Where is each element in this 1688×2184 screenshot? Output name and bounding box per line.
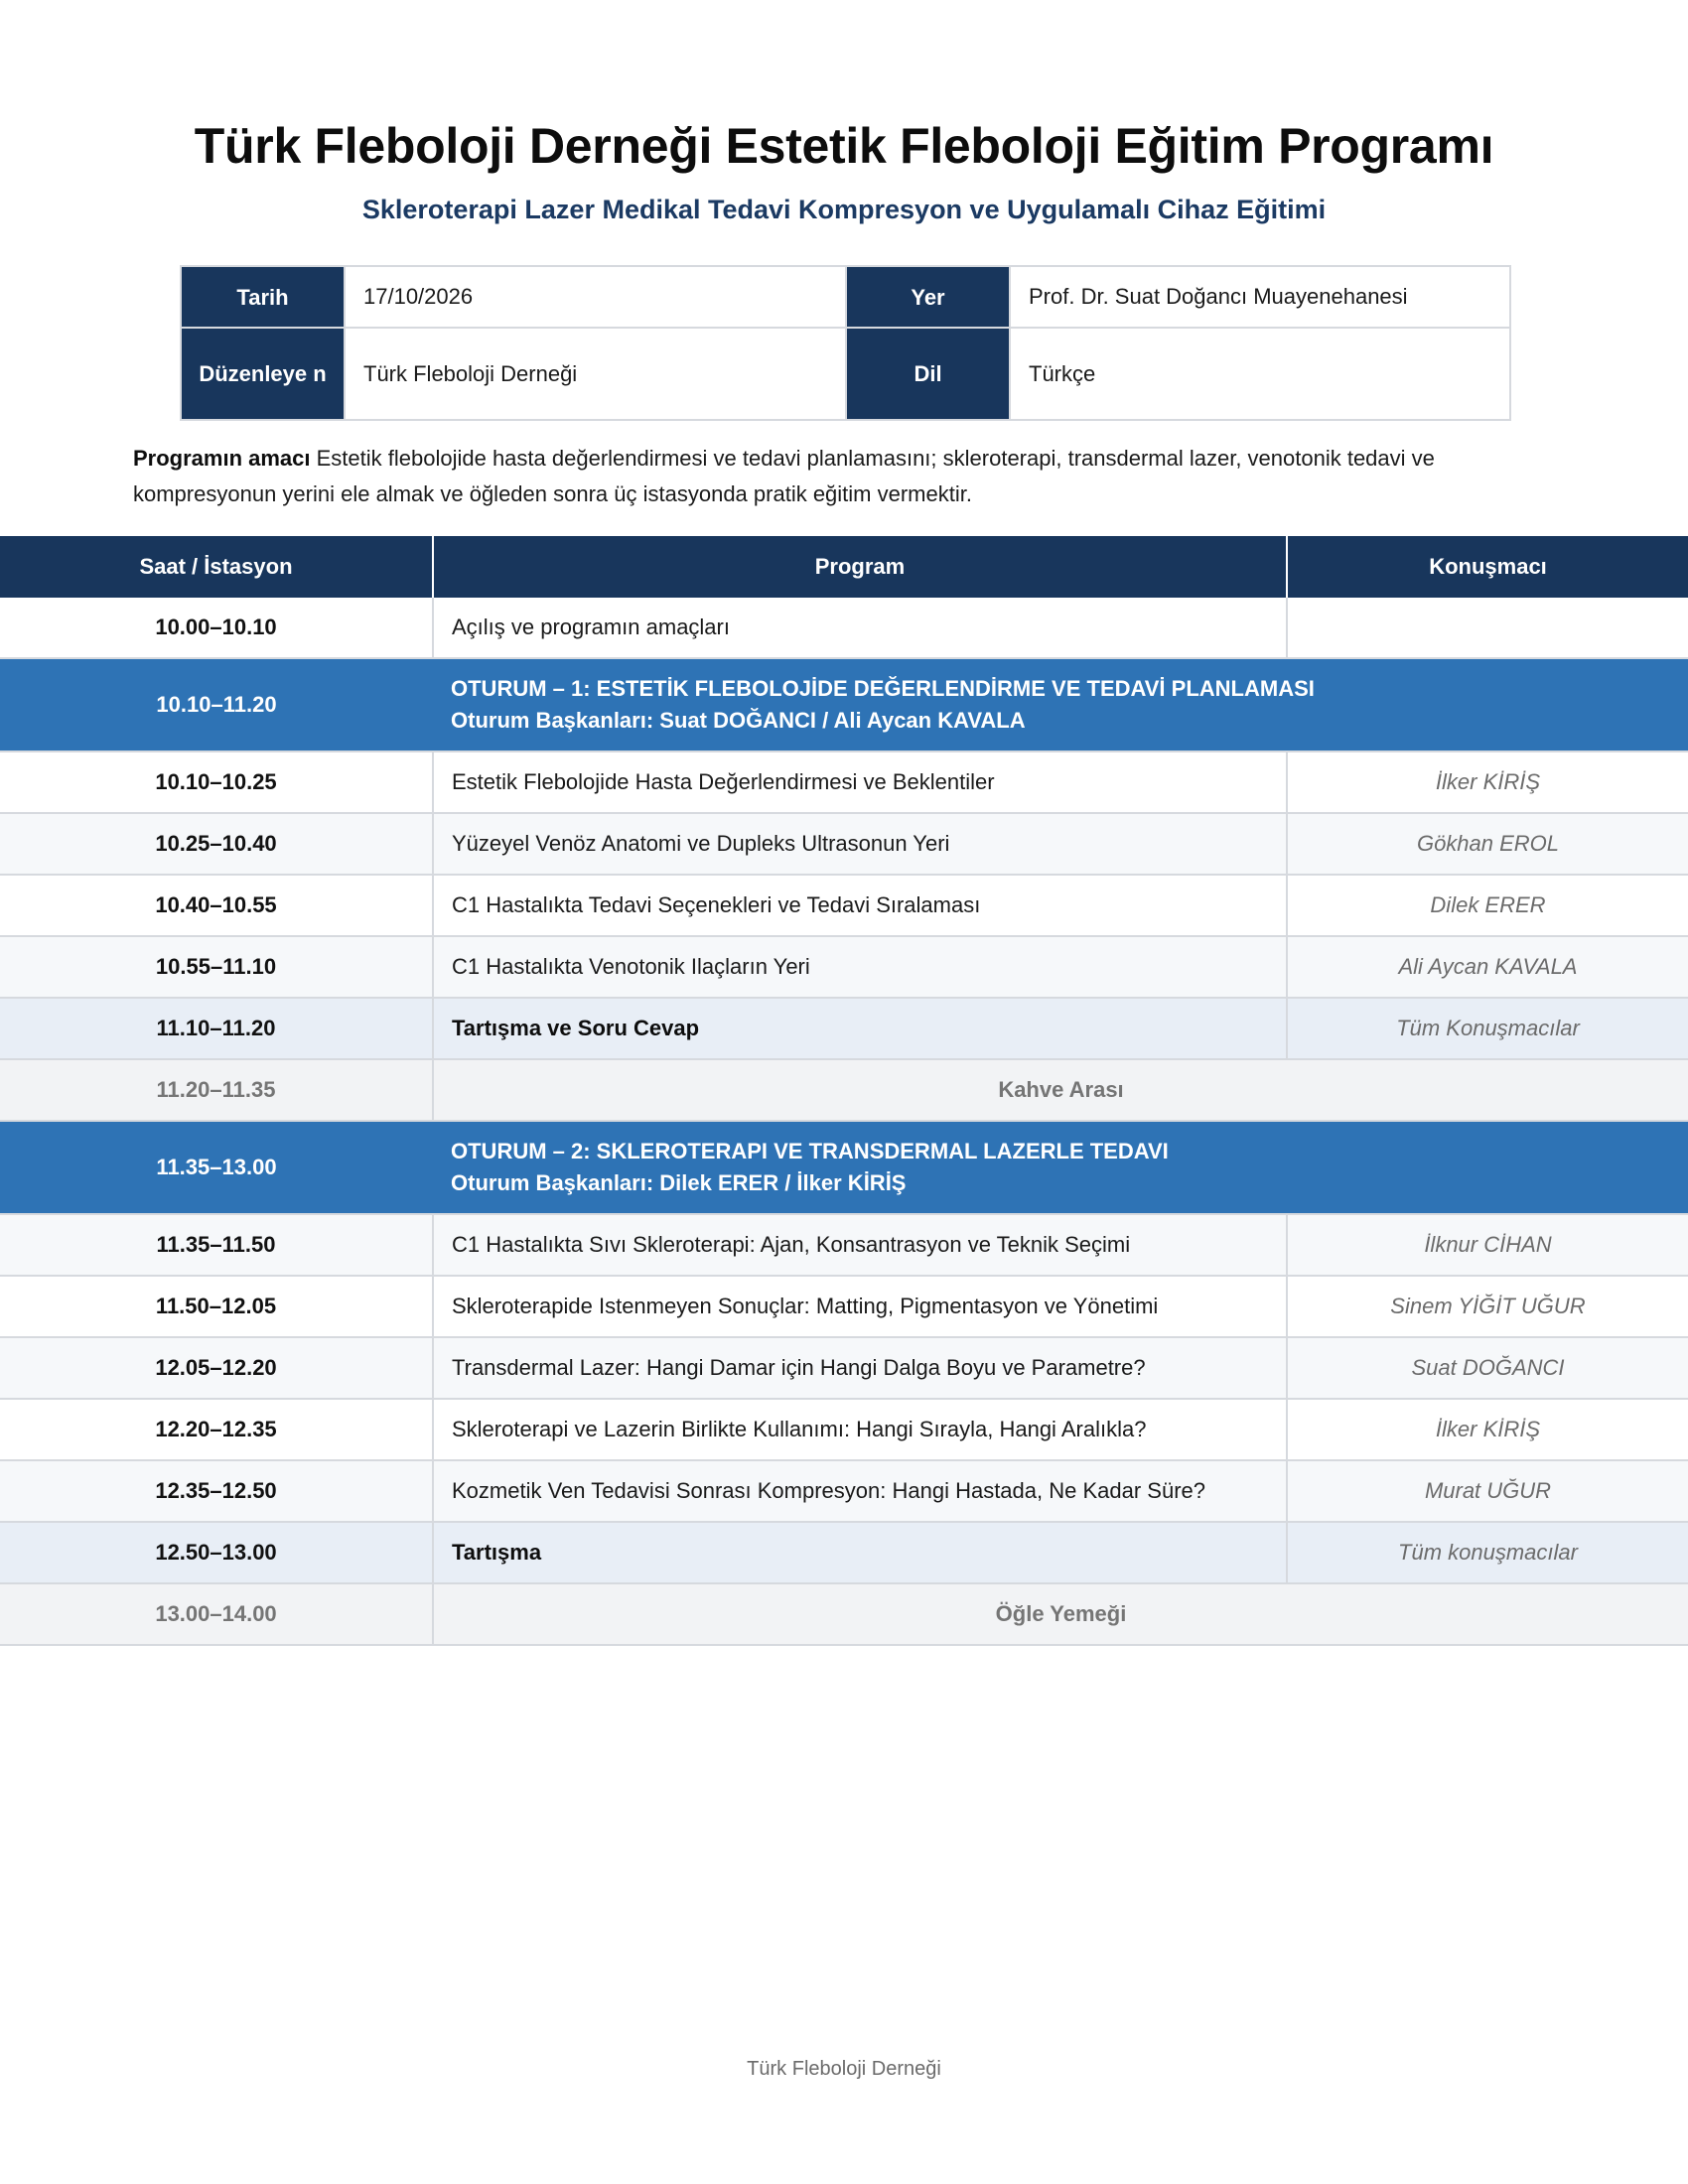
break-row [0, 1583, 1688, 1645]
session-chairs: Oturum Başkanları: Suat DOĞANCI / Ali Aycan KAVALA [451, 708, 1026, 733]
table-row [0, 751, 1688, 813]
program-aim [133, 441, 1563, 512]
row-time: 12.50–13.00 [0, 1522, 433, 1583]
session-chairs: Oturum Başkanları: Dilek ERER / İlker KİRİŞ [451, 1170, 907, 1195]
row-speaker [1287, 598, 1688, 658]
table-row [0, 598, 1688, 658]
row-speaker: Suat DOĞANCI [1287, 1337, 1688, 1399]
program-aim-label: Programın amacı [133, 446, 311, 471]
col-header-program: Program [433, 536, 1287, 598]
date-value: 17/10/2026 [345, 266, 846, 328]
col-header-speaker: Konuşmacı [1287, 536, 1688, 598]
row-speaker: Dilek ERER [1287, 875, 1688, 936]
row-speaker: Gökhan EROL [1287, 813, 1688, 875]
info-row-date-place [181, 266, 1510, 328]
row-speaker: Tüm Konuşmacılar [1287, 998, 1688, 1059]
discussion-row [0, 1522, 1688, 1583]
row-speaker: Murat UĞUR [1287, 1460, 1688, 1522]
footer-text: Türk Fleboloji Derneği [747, 2058, 941, 2080]
break-time: 11.20–11.35 [0, 1059, 433, 1121]
session-info [433, 1121, 1688, 1214]
program-aim-text: Estetik flebolojide hasta değerlendirmesi ve tedavi planlamasını; skleroterapi, transdermal lazer, venotonik tedavi ve kompresyonun yerini ele almak ve öğleden sonra üç istasyonda pratik eğitim vermektir. [133, 446, 1435, 506]
session-title: OTURUM – 1: ESTETİK FLEBOLOJİDE DEĞERLENDİRME VE TEDAVİ PLANLAMASI [451, 676, 1315, 701]
table-row [0, 1399, 1688, 1460]
page-title: Türk Fleboloji Derneği Estetik Fleboloji Eğitim Programı [194, 118, 1494, 174]
break-row [0, 1059, 1688, 1121]
table-row [0, 1276, 1688, 1337]
program-table-body [0, 598, 1688, 1645]
session-row [0, 658, 1688, 751]
row-topic: C1 Hastalıkta Sıvı Skleroterapi: Ajan, Konsantrasyon ve Teknik Seçimi [433, 1214, 1287, 1276]
place-label: Yer [846, 266, 1010, 328]
session-row [0, 1121, 1688, 1214]
row-speaker: İlker KİRİŞ [1287, 1399, 1688, 1460]
discussion-row [0, 998, 1688, 1059]
row-time: 10.55–11.10 [0, 936, 433, 998]
row-time: 10.10–10.25 [0, 751, 433, 813]
row-time: 12.35–12.50 [0, 1460, 433, 1522]
col-header-time: Saat / İstasyon [0, 536, 433, 598]
session-time: 11.35–13.00 [0, 1121, 433, 1214]
row-speaker: Sinem YİĞİT UĞUR [1287, 1276, 1688, 1337]
session-title: OTURUM – 2: SKLEROTERAPI VE TRANSDERMAL LAZERLE TEDAVI [451, 1139, 1169, 1163]
row-topic: Estetik Flebolojide Hasta Değerlendirmesi ve Beklentiler [433, 751, 1287, 813]
row-time: 11.35–11.50 [0, 1214, 433, 1276]
row-speaker: İlker KİRİŞ [1287, 751, 1688, 813]
row-time: 10.25–10.40 [0, 813, 433, 875]
row-speaker: Tüm konuşmacılar [1287, 1522, 1688, 1583]
row-topic: Skleroterapi ve Lazerin Birlikte Kullanımı: Hangi Sırayla, Hangi Aralıkla? [433, 1399, 1287, 1460]
break-label: Öğle Yemeği [433, 1583, 1688, 1645]
table-row [0, 1337, 1688, 1399]
table-row [0, 875, 1688, 936]
organizer-label-text: Düzenleye n [199, 361, 327, 386]
row-topic: Açılış ve programın amaçları [433, 598, 1287, 658]
info-row-organizer-language [181, 328, 1510, 420]
break-time: 13.00–14.00 [0, 1583, 433, 1645]
table-row [0, 813, 1688, 875]
row-speaker: Ali Aycan KAVALA [1287, 936, 1688, 998]
row-time: 12.05–12.20 [0, 1337, 433, 1399]
program-table [0, 536, 1688, 1646]
table-row [0, 1460, 1688, 1522]
row-time: 10.00–10.10 [0, 598, 433, 658]
date-label: Tarih [181, 266, 345, 328]
program-table-header [0, 536, 1688, 598]
table-row [0, 936, 1688, 998]
row-time: 11.50–12.05 [0, 1276, 433, 1337]
row-topic: C1 Hastalıkta Tedavi Seçenekleri ve Tedavi Sıralaması [433, 875, 1287, 936]
session-info [433, 658, 1688, 751]
row-topic: C1 Hastalıkta Venotonik Ilaçların Yeri [433, 936, 1287, 998]
language-label: Dil [846, 328, 1010, 420]
row-speaker: İlknur CİHAN [1287, 1214, 1688, 1276]
organizer-value: Türk Fleboloji Derneği [345, 328, 846, 420]
row-time: 11.10–11.20 [0, 998, 433, 1059]
table-row [0, 1214, 1688, 1276]
session-time: 10.10–11.20 [0, 658, 433, 751]
organizer-label [181, 328, 345, 420]
row-topic: Skleroterapide Istenmeyen Sonuçlar: Matting, Pigmentasyon ve Yönetimi [433, 1276, 1287, 1337]
page-subtitle: Skleroterapi Lazer Medikal Tedavi Kompresyon ve Uygulamalı Cihaz Eğitimi [361, 195, 1327, 224]
event-info-table [180, 265, 1511, 421]
row-topic: Transdermal Lazer: Hangi Damar için Hangi Dalga Boyu ve Parametre? [433, 1337, 1287, 1399]
row-time: 12.20–12.35 [0, 1399, 433, 1460]
break-label: Kahve Arası [433, 1059, 1688, 1121]
language-value: Türkçe [1010, 328, 1510, 420]
row-topic: Yüzeyel Venöz Anatomi ve Dupleks Ultrasonun Yeri [433, 813, 1287, 875]
row-time: 10.40–10.55 [0, 875, 433, 936]
row-topic: Kozmetik Ven Tedavisi Sonrası Kompresyon: Hangi Hastada, Ne Kadar Süre? [433, 1460, 1287, 1522]
place-value: Prof. Dr. Suat Doğancı Muayenehanesi [1010, 266, 1510, 328]
row-topic: Tartışma ve Soru Cevap [433, 998, 1287, 1059]
row-topic: Tartışma [433, 1522, 1287, 1583]
